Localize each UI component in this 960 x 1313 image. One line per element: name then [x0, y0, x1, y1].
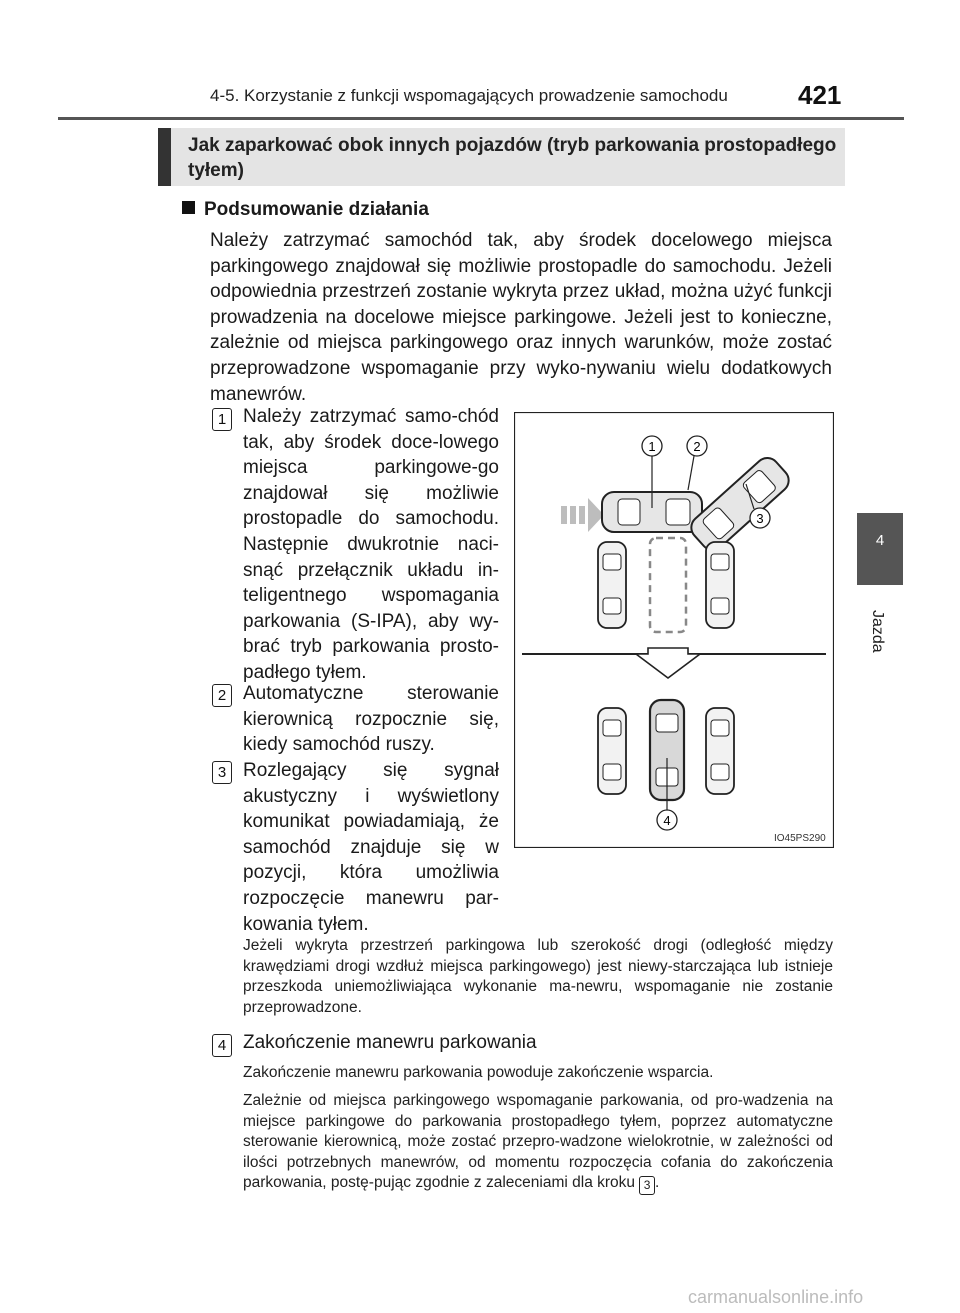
chapter-number: 4	[875, 532, 885, 549]
page-number: 421	[798, 80, 842, 110]
parked-car-upper-right-icon	[706, 542, 734, 628]
step-3-text: Rozlegający się sygnał akustyczny i wyświetlony komunikat powiadamiają, że samochód znajduje się w pozycji, która umożliwia rozpoczęcie manewru par-kowania tyłem.	[243, 760, 499, 935]
step-4-note-2-text: Zależnie od miejsca parkingowego wspomaganie parkowania, od pro-wadzenia na miejsce parkingowe do parkowania prostopadłego tyłem, poprzez automatyczne sterowanie kierownicą, może zostać przepro-wadzone wielokrotnie, w zależności od ilości potrzebnych manewrów, od momentu rozpoczęcia cofania do zakończenia parkowania, postę-pując zgodnie z zaleceniami dla kroku	[243, 1092, 833, 1191]
parked-car-lower-left-icon	[598, 708, 626, 794]
callout-1-label: 1	[648, 439, 656, 454]
title-box	[158, 128, 845, 186]
step-ref-badge: 3	[639, 1176, 655, 1195]
parking-diagram-svg	[514, 412, 834, 848]
header-rule	[58, 117, 904, 120]
parked-car-upper-left-icon	[598, 542, 626, 628]
step-4-badge: 4	[212, 1034, 232, 1057]
summary-paragraph: Należy zatrzymać samochód tak, aby środek docelowego miejsca parkingowego znajdował się możliwie prostopadle do samochodu. Jeżeli odpowiednia przestrzeń zostanie wykryta przez układ, można użyć funkcji prowadzenia na docelowe miejsce parkingowe. Jeżeli jest to konieczne, zależnie od miejsca parkingowego oraz innych warunków, może zostać przeprowadzone wspomaganie przy wyko-nywaniu wielu dodatkowych manewrów.	[210, 230, 832, 405]
square-bullet-icon	[182, 201, 195, 214]
summary-heading	[182, 199, 429, 221]
step-1-text: Należy zatrzymać samo-chód tak, aby środek doce-lowego miejsca parkingowe-go znajdował się możliwie prostopadle do samochodu. Następnie dwukrotnie naci-snąć przełącznik układu in-teligentnego wspomagania parkowania (S-IPA), aby wy-brać tryb parkowania prosto-padłego tyłem.	[243, 406, 499, 683]
step-4-note-1: Zakończenie manewru parkowania powoduje zakończenie wsparcia.	[243, 1064, 714, 1081]
callout-4-label: 4	[663, 813, 671, 828]
figure-code: IO45PS290	[774, 833, 826, 844]
callout-3-label: 3	[756, 511, 764, 526]
page-title: Jak zaparkować obok innych pojazdów (tryb parkowania prostopadłego tyłem)	[188, 135, 837, 181]
step-4-note-end: .	[655, 1174, 660, 1191]
step-1-badge: 1	[212, 408, 232, 431]
summary-heading-text: Podsumowanie działania	[204, 199, 429, 220]
chapter-label	[862, 610, 892, 670]
step-2-text: Automatyczne sterowanie kierownicą rozpocznie się, kiedy samochód ruszy.	[243, 683, 499, 756]
callout-2-label: 2	[693, 439, 701, 454]
parking-diagram	[514, 412, 834, 848]
step-2-badge: 2	[212, 684, 232, 707]
step-3-note: Jeżeli wykryta przestrzeń parkingowa lub szerokość drogi (odległość między krawędziami drogi wzdłuż miejsca parkingowego) jest niewy-starczająca lub istnieje przeszkoda uniemożliwiająca wykonanie ma-newru, wspomaganie nie zostanie przeprowadzone.	[243, 937, 833, 1016]
chapter-label-text: Jazda	[869, 610, 886, 653]
chapter-tab	[857, 513, 903, 585]
step-4-note-2	[243, 1091, 833, 1195]
step-3-badge: 3	[212, 761, 232, 784]
parked-car-lower-right-icon	[706, 708, 734, 794]
step-4-title: Zakończenie manewru parkowania	[243, 1032, 537, 1053]
section-label: 4-5. Korzystanie z funkcji wspomagających prowadzenie samochodu	[210, 86, 728, 105]
watermark: carmanualsonline.info	[688, 1287, 864, 1307]
